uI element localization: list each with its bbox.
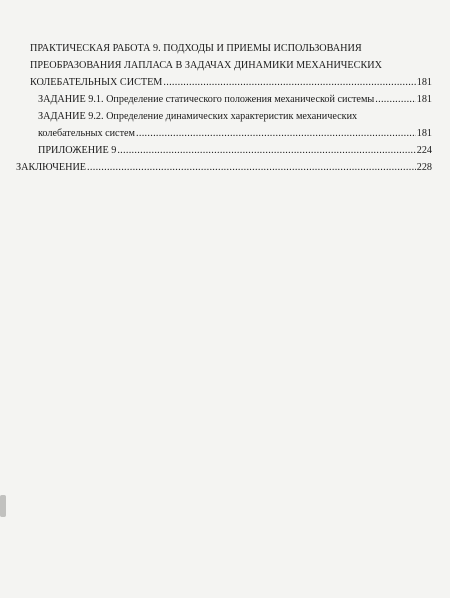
dot-leader bbox=[163, 74, 415, 91]
dot-leader bbox=[375, 91, 415, 108]
toc-entry-practice-line3: КОЛЕБАТЕЛЬНЫХ СИСТЕМ bbox=[30, 77, 163, 88]
toc-entry-task-9-1 bbox=[30, 91, 432, 108]
dot-leader bbox=[136, 125, 416, 142]
toc-entry-label: ПРИЛОЖЕНИЕ 9 bbox=[38, 145, 117, 156]
toc-entry-conclusion bbox=[16, 159, 432, 176]
toc-entry-task-9-2 bbox=[30, 125, 432, 142]
toc-page-number: 181 bbox=[416, 128, 432, 139]
toc-entry-task-9-2-line1: ЗАДАНИЕ 9.2. Определение динамических характеристик механических bbox=[38, 111, 358, 122]
toc-entry-practice-line2: ПРЕОБРАЗОВАНИЯ ЛАПЛАСА В ЗАДАЧАХ ДИНАМИКИ МЕХАНИЧЕСКИХ bbox=[30, 60, 382, 71]
toc-entry-practice bbox=[30, 74, 432, 91]
toc-entry-label: ЗАДАНИЕ 9.1. Определение статического положения механической системы bbox=[38, 94, 375, 105]
dot-leader bbox=[87, 159, 416, 176]
bleed-through-text bbox=[20, 192, 430, 209]
toc-entry-label: колебательных систем bbox=[38, 128, 135, 139]
page-edge-mark bbox=[0, 495, 6, 517]
toc-page-number: 181 bbox=[416, 77, 432, 88]
toc-entry-label: ЗАКЛЮЧЕНИЕ bbox=[16, 162, 87, 173]
toc-page-number: 228 bbox=[416, 162, 432, 173]
toc-page-number: 181 bbox=[416, 94, 432, 105]
toc-page-number: 224 bbox=[416, 145, 432, 156]
dot-leader bbox=[117, 142, 415, 159]
toc-entry-practice-line1: ПРАКТИЧЕСКАЯ РАБОТА 9. ПОДХОДЫ И ПРИЕМЫ ИСПОЛЬЗОВАНИЯ bbox=[30, 43, 362, 54]
toc-entry-appendix-9 bbox=[30, 142, 432, 159]
table-of-contents bbox=[16, 40, 432, 176]
